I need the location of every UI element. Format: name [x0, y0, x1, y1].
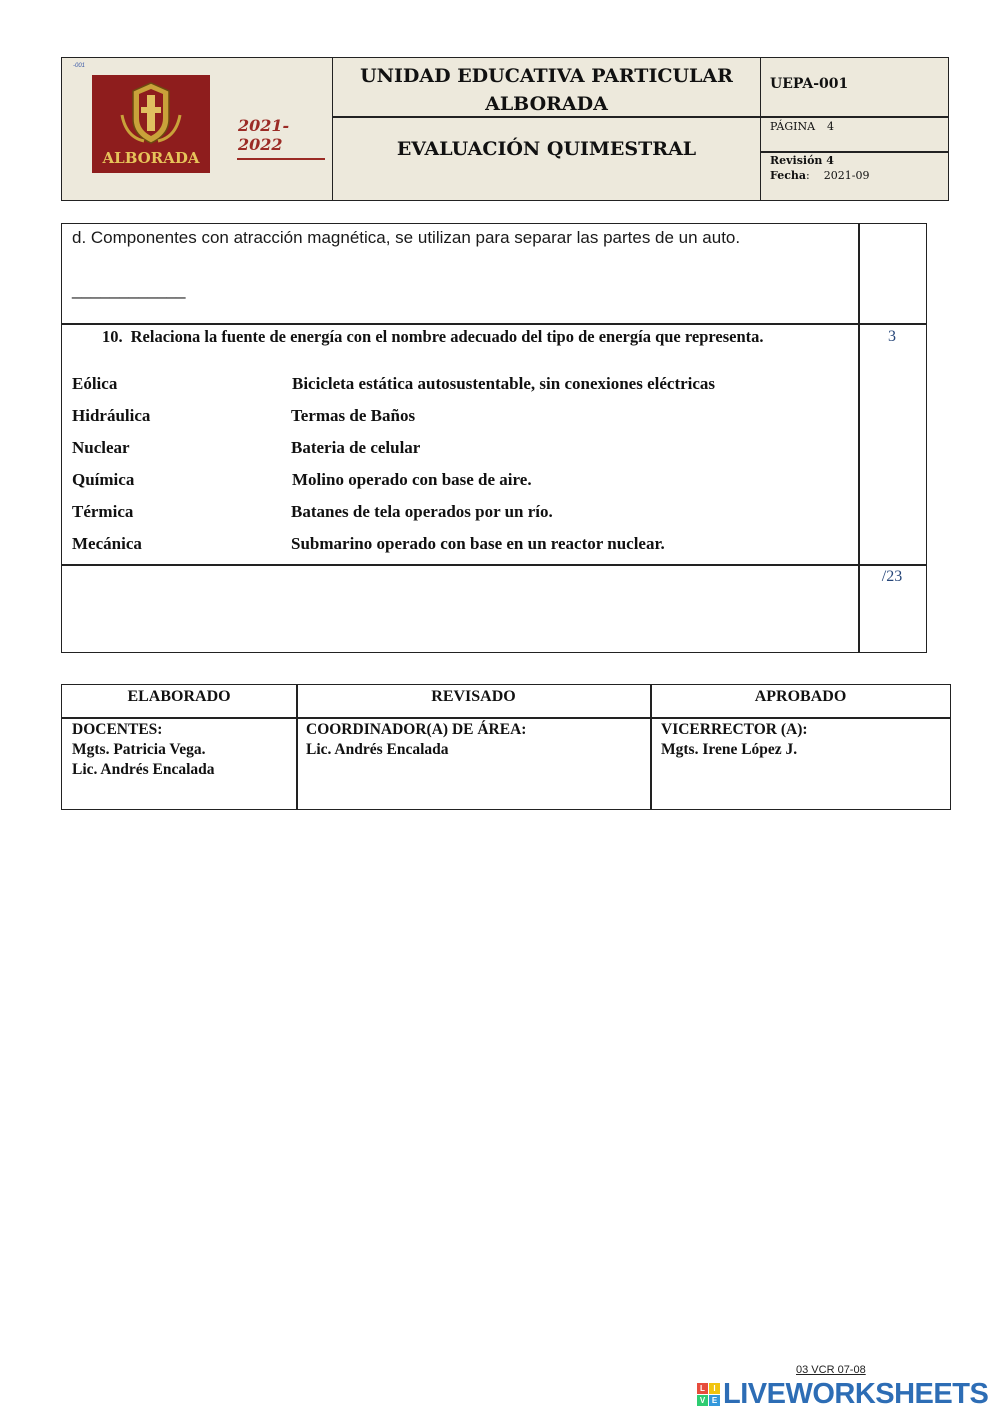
- page-label: PÁGINA: [770, 120, 816, 133]
- energy-type[interactable]: Eólica: [72, 374, 118, 393]
- page-info: [770, 120, 834, 133]
- icon-letter: L: [697, 1383, 708, 1394]
- divider: [761, 151, 948, 153]
- divider: [333, 116, 760, 118]
- elaborado-name: Mgts. Patricia Vega.: [72, 741, 206, 758]
- brand-name: LIVEWORKSHEETS: [723, 1378, 989, 1410]
- energy-type[interactable]: Mecánica: [72, 534, 142, 553]
- document-header: [61, 57, 949, 201]
- date-label: Fecha: [770, 169, 807, 182]
- school-name: [333, 62, 760, 118]
- points-column-divider: [858, 224, 860, 652]
- row-divider: [62, 323, 926, 325]
- aprobado-header: APROBADO: [754, 688, 847, 705]
- tiny-code: -001: [73, 63, 86, 69]
- question-text: Relaciona la fuente de energía con el nombre adecuado del tipo de energía que representa.: [130, 327, 764, 346]
- aprobado-body: [661, 720, 808, 760]
- school-name-line1: UNIDAD EDUCATIVA PARTICULAR: [360, 65, 733, 87]
- liveworksheets-icon: [697, 1383, 720, 1406]
- elaborado-role: DOCENTES:: [72, 721, 163, 738]
- logo-cell: [62, 58, 333, 200]
- divider: [761, 116, 948, 118]
- revisado-header: REVISADO: [431, 688, 516, 705]
- icon-letter: E: [709, 1395, 720, 1406]
- energy-source[interactable]: Molino operado con base de aire.: [292, 470, 532, 489]
- energy-source[interactable]: Bateria de celular: [291, 438, 421, 457]
- row-divider: [62, 564, 926, 566]
- icon-letter: V: [697, 1395, 708, 1406]
- year-underline: [237, 158, 325, 160]
- document-code: UEPA-001: [770, 76, 849, 92]
- icon-letter: I: [709, 1383, 720, 1394]
- revisado-role: COORDINADOR(A) DE ÁREA:: [306, 721, 527, 738]
- aprobado-role: VICERRECTOR (A):: [661, 721, 808, 738]
- energy-source[interactable]: Termas de Baños: [291, 406, 416, 425]
- question-points: 3: [888, 328, 896, 345]
- energy-type[interactable]: Hidráulica: [72, 406, 151, 425]
- signatures-table: [61, 684, 951, 810]
- page-number: 4: [827, 120, 835, 133]
- exam-title: EVALUACIÓN QUIMESTRAL: [396, 138, 697, 160]
- date-info: Fecha: 2021-09: [770, 169, 870, 182]
- elaborado-body: [72, 720, 215, 780]
- question-number: 10.: [102, 327, 123, 346]
- energy-source[interactable]: Bicicleta estática autosustentable, sin conexiones eléctricas: [292, 374, 716, 393]
- answer-blank[interactable]: ____________: [72, 280, 186, 299]
- liveworksheets-logo[interactable]: [697, 1378, 988, 1411]
- date-value: 2021-09: [823, 169, 870, 182]
- energy-type[interactable]: Nuclear: [72, 438, 130, 457]
- aprobado-name: Mgts. Irene López J.: [661, 741, 798, 758]
- total-points: /23: [881, 568, 903, 585]
- revisado-body: [306, 720, 526, 760]
- energy-type[interactable]: Térmica: [72, 502, 134, 521]
- meta-cell: [761, 58, 948, 200]
- title-cell: [333, 58, 761, 200]
- school-year: 2021-2022: [238, 116, 290, 154]
- elaborado-name: Lic. Andrés Encalada: [72, 761, 215, 778]
- revisado-name: Lic. Andrés Encalada: [306, 741, 449, 758]
- elaborado-header: ELABORADO: [127, 688, 231, 705]
- energy-source[interactable]: Batanes de tela operados por un río.: [291, 502, 553, 521]
- item-d-text: d. Componentes con atracción magnética, se utilizan para separar las partes de un auto.: [72, 228, 741, 247]
- energy-type[interactable]: Química: [72, 470, 135, 489]
- energy-source[interactable]: Submarino operado con base en un reactor nuclear.: [291, 534, 665, 553]
- revision: Revisión 4: [770, 154, 834, 167]
- questions-table: [61, 223, 927, 653]
- school-name-line2: ALBORADA: [485, 93, 608, 115]
- row-divider: [62, 717, 950, 719]
- question-10: [102, 327, 764, 347]
- school-crest-logo: [92, 75, 210, 173]
- footer-doc-code: 03 VCR 07-08: [796, 1364, 866, 1376]
- logo-text: ALBORADA: [102, 149, 200, 167]
